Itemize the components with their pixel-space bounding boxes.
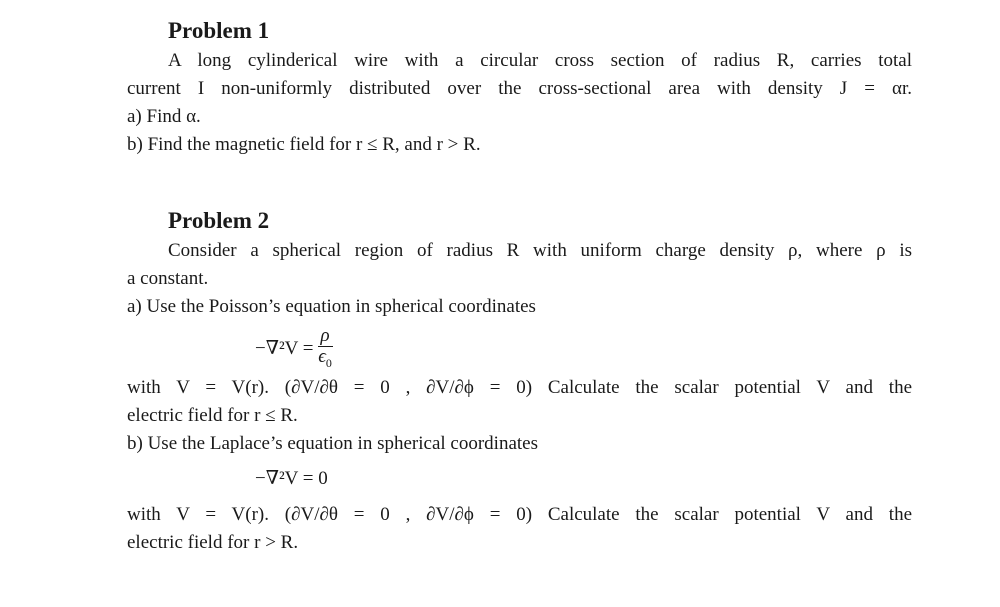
problem-1-line-2: current I non-uniformly distributed over the cross-sectional area with density J = αr. <box>127 78 912 99</box>
problem-2-part-b: b) Use the Laplace’s equation in spherical coordinates <box>127 433 538 454</box>
epsilon-symbol: ϵ <box>318 346 326 367</box>
problem-2-line-1: Consider a spherical region of radius R with uniform charge density ρ, where ρ is <box>168 240 912 261</box>
poisson-equation <box>255 326 333 373</box>
problem-1-line-1: A long cylinderical wire with a circular cross section of radius R, carries total <box>168 50 912 71</box>
problem-2-part-b-line-1: with V = V(r). (∂V/∂θ = 0 , ∂V/∂ϕ = 0) Calculate the scalar potential V and the <box>127 504 912 525</box>
epsilon-subscript: 0 <box>325 355 332 370</box>
problem-1-part-b: b) Find the magnetic field for r ≤ R, and r > R. <box>127 134 481 155</box>
poisson-equation-denominator <box>318 347 333 373</box>
poisson-equation-fraction <box>318 326 333 373</box>
problem-2-part-a-line-1: with V = V(r). (∂V/∂θ = 0 , ∂V/∂ϕ = 0) Calculate the scalar potential V and the <box>127 377 912 398</box>
problem-1-title: Problem 1 <box>168 18 270 43</box>
problem-2-part-b-line-2: electric field for r > R. <box>127 532 299 553</box>
poisson-equation-lhs: −∇²V = <box>255 337 314 359</box>
problem-2-line-2: a constant. <box>127 268 209 289</box>
problem-2-part-a-line-2: electric field for r ≤ R. <box>127 405 298 426</box>
problem-1-part-a: a) Find α. <box>127 106 201 127</box>
problem-2-part-a: a) Use the Poisson’s equation in spherical coordinates <box>127 296 536 317</box>
laplace-equation: −∇²V = 0 <box>255 468 328 489</box>
poisson-equation-numerator: ρ <box>318 326 333 347</box>
problem-2-title: Problem 2 <box>168 208 270 233</box>
